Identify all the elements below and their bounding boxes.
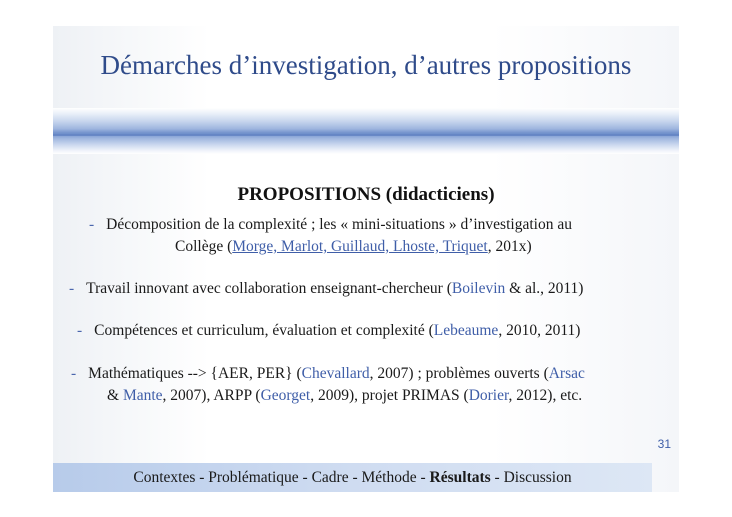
footer-current-section: Résultats [429,469,491,486]
reference-link[interactable]: Lebeaume [433,322,499,339]
reference-link[interactable]: Georget [260,387,311,404]
list-item [77,318,580,343]
title-band-decoration [53,108,679,154]
footer-text: - Discussion [490,469,572,486]
item-text: Mathématiques --> {AER, PER} ( [88,365,302,382]
reference-link[interactable]: Arsac [548,365,585,382]
list-item-continuation [175,234,532,259]
item-text: & al., 2011) [505,280,584,297]
item-text: Décomposition de la complexité ; les « mini-situations » d’investigation au [106,216,572,233]
bullet-dash: - [89,216,95,233]
item-text: Travail innovant avec collaboration enseignant-chercheur ( [86,280,452,297]
bullet-dash: - [69,280,75,297]
item-text: , 2009), projet PRIMAS ( [310,387,469,404]
item-text: , 2012), etc. [508,387,583,404]
footer-text: Contextes - Problématique - Cadre - Méthode - [133,469,430,486]
slide-title: Démarches d’investigation, d’autres propositions [100,50,632,80]
footer-nav-bar [53,463,652,492]
bullet-dash: - [77,322,83,339]
item-text: Collège ( [175,238,233,255]
reference-link[interactable]: Boilevin [451,280,506,297]
item-text: , 201x) [487,238,532,255]
item-text: & [107,387,123,404]
item-text: , 2010, 2011) [498,322,581,339]
reference-link[interactable]: Chevallard [301,365,370,382]
item-text: Compétences et curriculum, évaluation et complexité ( [94,322,434,339]
item-text: , 2007) ; problèmes ouverts ( [369,365,549,382]
reference-link[interactable]: Morge, Marlot, Guillaud, Lhoste, Triquet [232,238,488,255]
section-heading: PROPOSITIONS (didacticiens) [237,184,495,205]
page-number: 31 [657,437,671,451]
reference-link[interactable]: Dorier [468,387,509,404]
title-band-line [53,134,679,136]
item-text: , 2007), ARPP ( [162,387,261,404]
reference-link[interactable]: Mante [122,387,163,404]
list-item [69,276,583,301]
slide [53,26,679,492]
list-item-continuation [107,383,582,408]
bullet-dash: - [71,365,77,382]
